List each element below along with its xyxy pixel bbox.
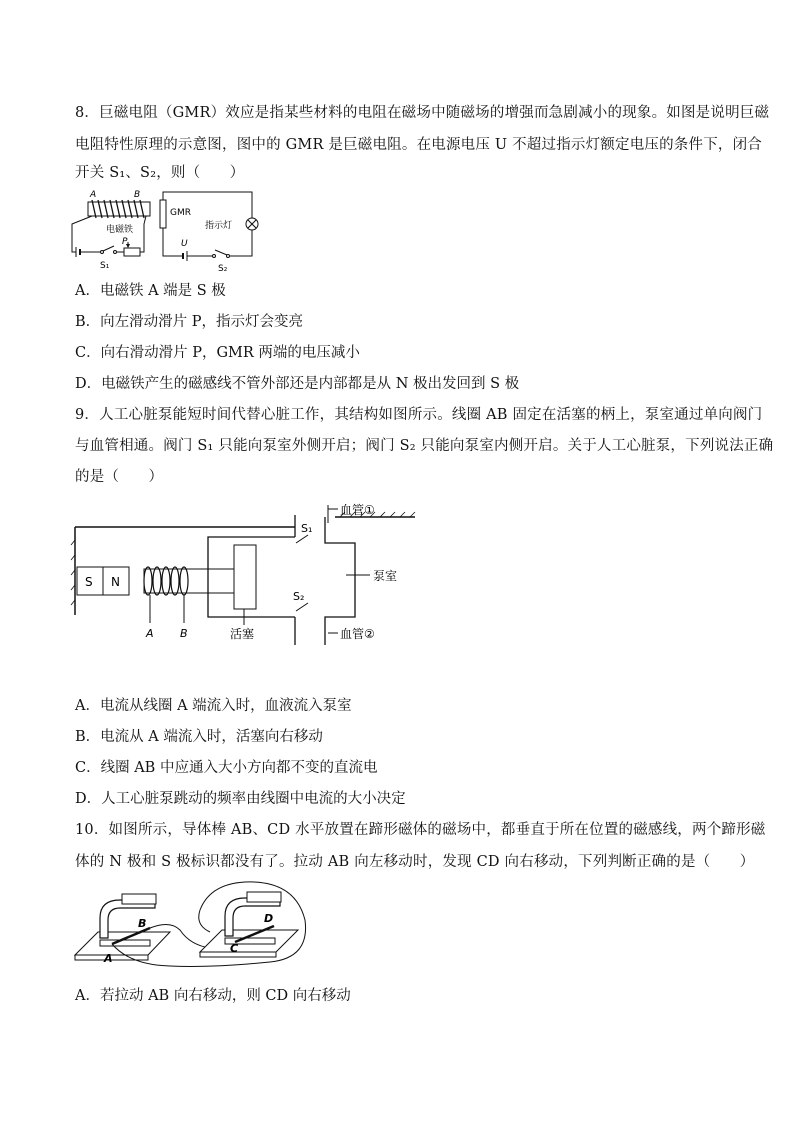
- q9-label-piston: 活塞: [230, 627, 255, 641]
- q9-label-vessel1: 血管①: [340, 503, 375, 517]
- q8-label-S1: S₁: [100, 261, 110, 271]
- q8-stem-line-1: 8．巨磁电阻（GMR）效应是指某些材料的电阻在磁场中随磁场的增强而急剧减小的现象。如图是说明巨磁: [75, 105, 770, 121]
- valve-s2-icon: [296, 603, 308, 611]
- q8-label-U: U: [181, 239, 188, 249]
- q9-option-b: B．电流从 A 端流入时，活塞向右移动: [75, 729, 323, 745]
- rheostat-icon: [124, 248, 140, 256]
- valve-s1-icon: [296, 535, 308, 543]
- q9-option-a: A．电流从线圈 A 端流入时，血液流入泵室: [75, 698, 352, 714]
- q8-label-electromagnet: 电磁铁: [106, 225, 134, 235]
- q9-option-c: C．线圈 AB 中应通入大小方向都不变的直流电: [75, 760, 378, 776]
- switch-s1-icon: [103, 246, 114, 251]
- q8-label-S2: S₂: [218, 264, 228, 274]
- q8-option-b: B．向左滑动滑片 P，指示灯会变亮: [75, 314, 304, 330]
- gmr-resistor-icon: [160, 200, 166, 228]
- switch-s2-icon: [215, 250, 227, 255]
- q8-label-B: B: [134, 190, 141, 200]
- q9-label-chamber: 泵室: [373, 569, 398, 583]
- coil-ab: [144, 567, 188, 595]
- q9-label-S: S: [85, 575, 93, 589]
- q8-stem-line-2: 电阻特性原理的示意图，图中的 GMR 是巨磁电阻。在电源电压 U 不超过指示灯额定电压的条件下，闭合: [75, 137, 763, 153]
- q10-label-D: D: [264, 912, 274, 925]
- q8-label-GMR: GMR: [170, 208, 191, 218]
- q9-stem-line-3: 的是（ ）: [75, 469, 164, 485]
- q10-label-C: C: [230, 942, 239, 955]
- q9-label-vessel2: 血管②: [340, 627, 375, 641]
- q9-label-B: B: [180, 627, 188, 640]
- piston-rod: [144, 569, 234, 593]
- q9-label-A: A: [146, 627, 154, 640]
- q10-label-B: B: [138, 917, 147, 930]
- q8-label-A: A: [90, 190, 97, 200]
- q8-stem-line-3: 开关 S₁、S₂，则（ ）: [75, 165, 245, 181]
- q8-option-a: A．电磁铁 A 端是 S 极: [75, 283, 226, 299]
- q10-stem-line-2: 体的 N 极和 S 极标识都没有了。拉动 AB 向左移动时，发现 CD 向右移动，下列判断正确的是（ ）: [75, 854, 755, 870]
- q8-circuit-diagram: [62, 188, 277, 273]
- q9-option-d: D．人工心脏泵跳动的频率由线圈中电流的大小决定: [75, 791, 406, 807]
- q10-option-a: A．若拉动 AB 向右移动，则 CD 向右移动: [75, 988, 351, 1004]
- q8-option-c: C．向右滑动滑片 P，GMR 两端的电压减小: [75, 345, 360, 361]
- q9-label-S1: S₁: [301, 522, 313, 535]
- q8-label-P: P: [122, 237, 128, 247]
- pump-chamber: [325, 517, 355, 645]
- q9-label-S2: S₂: [293, 590, 305, 603]
- q10-horseshoe-magnets-diagram: [70, 870, 330, 970]
- q9-heart-pump-diagram: [70, 495, 420, 655]
- q8-option-d: D．电磁铁产生的磁感线不管外部还是内部都是从 N 极出发回到 S 极: [75, 376, 520, 392]
- q8-label-lamp: 指示灯: [205, 221, 233, 231]
- q9-label-N: N: [111, 575, 120, 589]
- q10-stem-line-1: 10．如图所示，导体棒 AB、CD 水平放置在蹄形磁体的磁场中，都垂直于所在位置的磁感线，两个蹄形磁: [75, 822, 766, 838]
- q9-stem-line-2: 与血管相通。阀门 S₁ 只能向泵室外侧开启；阀门 S₂ 只能向泵室内侧开启。关于人工心脏泵，下列说法正确: [75, 438, 774, 454]
- q10-label-A: A: [104, 952, 113, 965]
- q9-stem-line-1: 9．人工心脏泵能短时间代替心脏工作，其结构如图所示。线圈 AB 固定在活塞的柄上，泵室通过单向阀门: [75, 407, 763, 423]
- piston: [234, 545, 256, 609]
